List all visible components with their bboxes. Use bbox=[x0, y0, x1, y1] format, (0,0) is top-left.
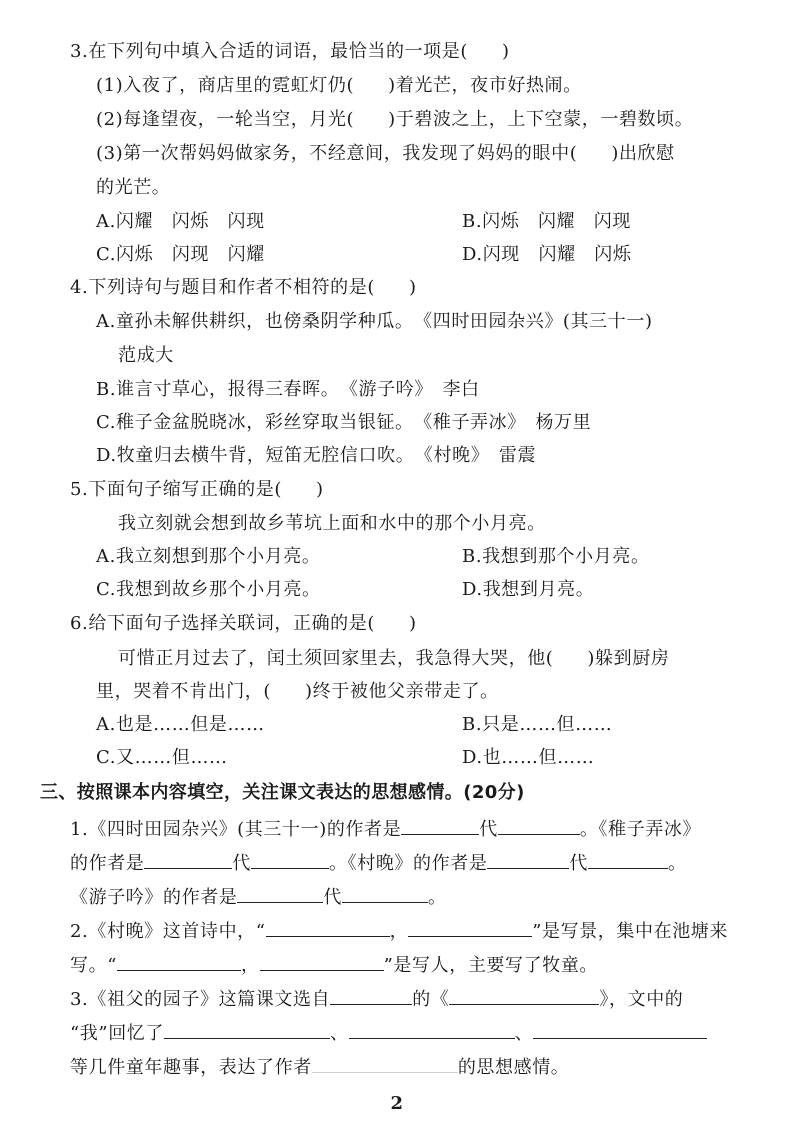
q3-sentence-3-cont: 的光芒。 bbox=[96, 177, 171, 198]
page-number: 2 bbox=[390, 1093, 404, 1114]
answer-blank[interactable] bbox=[144, 848, 232, 869]
s3-item3-line2: “我”回忆了 、 、 bbox=[70, 1018, 707, 1048]
q5-sentence: 我立刻就会想到故乡苇坑上面和水中的那个小月亮。 bbox=[118, 513, 546, 534]
q5-option-b: B.我想到那个小月亮。 bbox=[462, 546, 650, 567]
answer-blank[interactable] bbox=[312, 1052, 458, 1073]
q6-option-c: C.又……但…… bbox=[96, 747, 228, 768]
q6-option-b: B.只是……但…… bbox=[462, 714, 613, 735]
q4-option-a-author: 范成大 bbox=[118, 345, 174, 366]
q6-passage-1: 可惜正月过去了，闰土须回家里去，我急得大哭，他( )躲到厨房 bbox=[118, 648, 670, 669]
s3-item2-line2: 写。“ ， ”是写人，主要写了牧童。 bbox=[70, 950, 598, 980]
answer-blank[interactable] bbox=[408, 916, 532, 937]
q3-option-a: A.闪耀 闪烁 闪现 bbox=[96, 211, 265, 232]
q5-stem: 5.下面句子缩写正确的是( ) bbox=[70, 479, 324, 500]
q6-passage-2: 里，哭着不肯出门，( )终于被他父亲带走了。 bbox=[96, 681, 499, 702]
q6-stem: 6.给下面句子选择关联词，正确的是( ) bbox=[70, 613, 417, 634]
q6-option-d: D.也……但…… bbox=[462, 747, 595, 768]
answer-blank[interactable] bbox=[588, 848, 668, 869]
s3-item1-line2: 的作者是 代 。《村晚》的作者是 代 。 bbox=[70, 848, 687, 878]
q4-option-a: A.童孙未解供耕织，也傍桑阴学种瓜。 《四时田园杂兴》(其三十一) bbox=[96, 311, 653, 332]
answer-blank[interactable] bbox=[164, 1018, 330, 1039]
answer-blank[interactable] bbox=[342, 882, 428, 903]
answer-blank[interactable] bbox=[260, 950, 384, 971]
q3-sentence-3: (3)第一次帮妈妈做家务，不经意间，我发现了妈妈的眼中( )出欣慰 bbox=[96, 143, 675, 164]
s3-item1-line3: 《游子吟》的作者是 代 。 bbox=[70, 882, 447, 912]
q3-option-d: D.闪现 闪耀 闪烁 bbox=[462, 244, 632, 265]
s3-item3-line3: 等几件童年趣事，表达了作者 的思想感情。 bbox=[70, 1052, 569, 1082]
q5-option-a: A.我立刻想到那个小月亮。 bbox=[96, 546, 321, 567]
q3-sentence-2: (2)每逢望夜，一轮当空，月光( )于碧波之上，上下空蒙，一碧数顷。 bbox=[96, 109, 694, 130]
answer-blank[interactable] bbox=[117, 950, 241, 971]
answer-blank[interactable] bbox=[449, 984, 599, 1005]
answer-blank[interactable] bbox=[330, 984, 412, 1005]
answer-blank[interactable] bbox=[237, 882, 323, 903]
q4-stem: 4.下列诗句与题目和作者不相符的是( ) bbox=[70, 277, 417, 298]
section-3-title: 三、按照课本内容填空，关注课文表达的思想感情。(20分) bbox=[40, 782, 525, 803]
s3-item1-line1: 1.《四时田园杂兴》(其三十一)的作者是 代 。《稚子弄冰》 bbox=[70, 814, 701, 844]
s3-item2-line1: 2.《村晚》这首诗中，“ ， ”是写景，集中在池塘来 bbox=[70, 916, 728, 946]
q3-sentence-1: (1)入夜了，商店里的霓虹灯仍( )着光芒，夜市好热闹。 bbox=[96, 75, 582, 96]
answer-blank[interactable] bbox=[266, 916, 390, 937]
q3-option-b: B.闪烁 闪耀 闪现 bbox=[462, 211, 631, 232]
q5-option-c: C.我想到故乡那个小月亮。 bbox=[96, 579, 321, 600]
answer-blank[interactable] bbox=[251, 848, 329, 869]
q4-option-b: B.谁言寸草心，报得三春晖。 《游子吟》 李白 bbox=[96, 379, 480, 400]
answer-blank[interactable] bbox=[498, 814, 580, 835]
q3-stem: 3.在下列句中填入合适的词语，最恰当的一项是( ) bbox=[70, 41, 510, 62]
q3-option-c: C.闪烁 闪现 闪耀 bbox=[96, 244, 265, 265]
answer-blank[interactable] bbox=[487, 848, 569, 869]
answer-blank[interactable] bbox=[533, 1018, 707, 1039]
q4-option-d: D.牧童归去横牛背，短笛无腔信口吹。 《村晚》 雷震 bbox=[96, 445, 537, 466]
answer-blank[interactable] bbox=[401, 814, 479, 835]
q6-option-a: A.也是……但是…… bbox=[96, 714, 265, 735]
answer-blank[interactable] bbox=[349, 1018, 515, 1039]
q4-option-c: C.稚子金盆脱晓冰，彩丝穿取当银钲。 《稚子弄冰》 杨万里 bbox=[96, 412, 592, 433]
q5-option-d: D.我想到月亮。 bbox=[462, 579, 595, 600]
s3-item3-line1: 3.《祖父的园子》这篇课文选自 的《 》，文中的 bbox=[70, 984, 683, 1014]
